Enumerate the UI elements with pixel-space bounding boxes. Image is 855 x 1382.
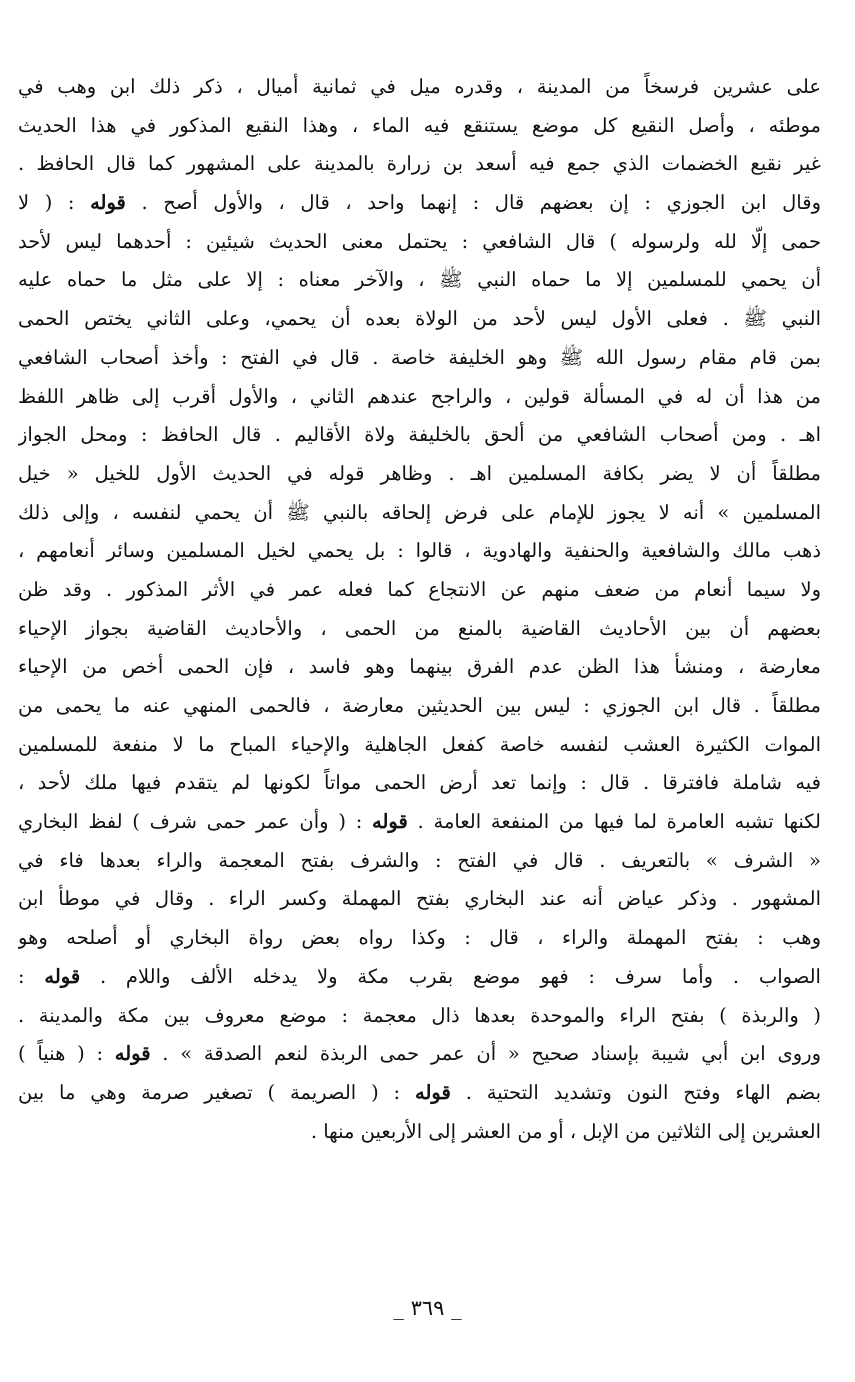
text-segment: المشهور . وذكر عياض أنه عند البخاري بفتح المهملة وكسر الراء . وقال في موطأ ابن	[18, 887, 821, 911]
text-segment: : ( لا	[18, 191, 91, 215]
text-segment: بمن قام مقام رسول الله ﷺ وهو الخليفة خاصة . قال في الفتح : وأخذ أصحاب الشافعي	[18, 345, 821, 369]
text-line	[18, 455, 821, 494]
body-text	[18, 68, 821, 1151]
text-segment: وقال ابن الجوزي : إن بعضهم قال : إنهما واحد ، قال ، والأول أصح .	[125, 191, 821, 215]
text-line	[18, 1113, 821, 1152]
text-segment: بعضهم أن بين الأحاديث القاضية بالمنع من الحمى ، والأحاديث القاضية بجواز الإحياء	[18, 616, 821, 640]
text-segment: اهـ . ومن أصحاب الشافعي من ألحق بالخليفة ولاة الأقاليم . قال الحافظ : ومحل الجواز	[18, 423, 821, 447]
text-line	[18, 610, 821, 649]
text-segment: أن يحمي للمسلمين إلا ما حماه النبي ﷺ ، والآخر معناه : إلا على مثل ما حماه عليه	[18, 268, 821, 292]
text-segment: وروى ابن أبي شيبة بإسناد صحيح « أن عمر حمى الربذة لنعم الصدقة » .	[150, 1042, 821, 1066]
text-line	[18, 958, 821, 997]
text-line	[18, 648, 821, 687]
text-line	[18, 145, 821, 184]
text-line	[18, 68, 821, 107]
text-segment: المسلمين » أنه لا يجوز للإمام على فرض إلحاقه بالنبي ﷺ أن يحمي لنفسه ، وإلى ذلك	[18, 500, 821, 524]
text-line	[18, 571, 821, 610]
text-segment: على عشرين فرسخاً من المدينة ، وقدره ميل في ثمانية أميال ، ذكر ذلك ابن وهب في	[18, 75, 821, 98]
text-segment: الموات الكثيرة العشب لنفسه خاصة كفعل الجاهلية والإحياء المباح ما لا منفعة للمسلمين	[18, 732, 821, 756]
text-segment: : ( وأن عمر حمى شرف ) لفظ البخاري	[18, 810, 373, 834]
text-segment: حمى إلّا لله ولرسوله ) قال الشافعي : يحتمل معنى الحديث شيئين : أحدهما ليس لأحد	[18, 229, 821, 253]
text-segment: معارضة ، ومنشأ هذا الظن عدم الفرق بينهما وهو فاسد ، فإن الحمى أخص من الإحياء	[18, 655, 821, 679]
text-segment: مطلقاً أن لا يضر بكافة المسلمين اهـ . وظاهر قوله في الحديث الأول للخيل « خيل	[18, 461, 821, 485]
bold-term: قوله	[114, 1042, 151, 1066]
text-segment: من هذا أن له في المسألة قولين ، والراجح عندهم الثاني ، والأول أقرب إلى ظاهر اللفظ	[18, 384, 821, 408]
text-segment: فيه شاملة فافترقا . قال : وإنما تعد أرض الحمى مواتاً لكونها لم يتقدم فيها ملك لأحد ،	[18, 771, 821, 795]
text-line	[18, 416, 821, 455]
text-line	[18, 803, 821, 842]
text-line	[18, 378, 821, 417]
text-line	[18, 687, 821, 726]
text-line	[18, 107, 821, 146]
text-line	[18, 726, 821, 765]
text-segment: مطلقاً . قال ابن الجوزي : ليس بين الحديثين معارضة ، فالحمى المنهي عنه ما يحمى من	[18, 694, 821, 717]
text-segment: النبي ﷺ . فعلى الأول ليس لأحد من الولاة بعده أن يحمي، وعلى الثاني يختص الحمى	[18, 307, 821, 331]
text-line	[18, 764, 821, 803]
bold-term: قوله	[415, 1080, 451, 1104]
text-segment: وهب : بفتح المهملة والراء ، قال : وكذا رواه بعض رواة البخاري أو أصلحه وهو	[18, 926, 821, 950]
text-segment: : ( الصريمة ) تصغير صرمة وهي ما بين	[18, 1080, 416, 1104]
text-line	[18, 339, 821, 378]
text-line	[18, 494, 821, 533]
page-number: _ ٣٦٩ _	[393, 1296, 462, 1320]
text-segment: الصواب . وأما سرف : فهو موضع بقرب مكة ولا يدخله الألف واللام .	[80, 964, 821, 988]
text-line	[18, 919, 821, 958]
text-segment: بضم الهاء وفتح النون وتشديد التحتية .	[450, 1080, 821, 1104]
text-line	[18, 184, 821, 223]
text-line	[18, 300, 821, 339]
text-line	[18, 842, 821, 881]
text-line	[18, 532, 821, 571]
text-line	[18, 880, 821, 919]
bold-term: قوله	[372, 810, 408, 834]
text-line	[18, 997, 821, 1036]
text-segment: غير نقيع الخضمات الذي جمع فيه أسعد بن زرارة بالمدينة على المشهور كما قال الحافظ .	[18, 152, 821, 176]
text-line	[18, 261, 821, 300]
text-segment: :	[18, 964, 45, 988]
text-segment: موطئه ، وأصل النقيع كل موضع يستنقع فيه الماء ، وهذا النقيع المذكور في هذا الحديث	[18, 113, 821, 137]
text-segment: ( والربذة ) بفتح الراء والموحدة بعدها ذال معجمة : موضع معروف بين مكة والمدينة .	[18, 1003, 821, 1027]
text-line	[18, 1035, 821, 1074]
text-segment: ولا سيما أنعام من ضعف منهم عن الانتجاع كما فعله عمر في الأثر المذكور . وقد ظن	[18, 577, 821, 601]
text-line	[18, 223, 821, 262]
text-segment: « الشرف » بالتعريف . قال في الفتح : والشرف بفتح المعجمة والراء بعدها فاء في	[18, 848, 821, 872]
bold-term: قوله	[44, 964, 81, 988]
text-line	[18, 1074, 821, 1113]
text-segment: لكنها تشبه العامرة لما فيها من المنفعة العامة .	[407, 810, 821, 834]
text-segment: ذهب مالك والشافعية والحنفية والهادوية ، قالوا : بل يحمي لخيل المسلمين وسائر أنعامهم ،	[18, 539, 821, 563]
bold-term: قوله	[90, 191, 126, 215]
text-segment: العشرين إلى الثلاثين من الإبل ، أو من العشر إلى الأربعين منها .	[310, 1119, 821, 1143]
text-segment: : ( هنياً )	[18, 1042, 115, 1066]
